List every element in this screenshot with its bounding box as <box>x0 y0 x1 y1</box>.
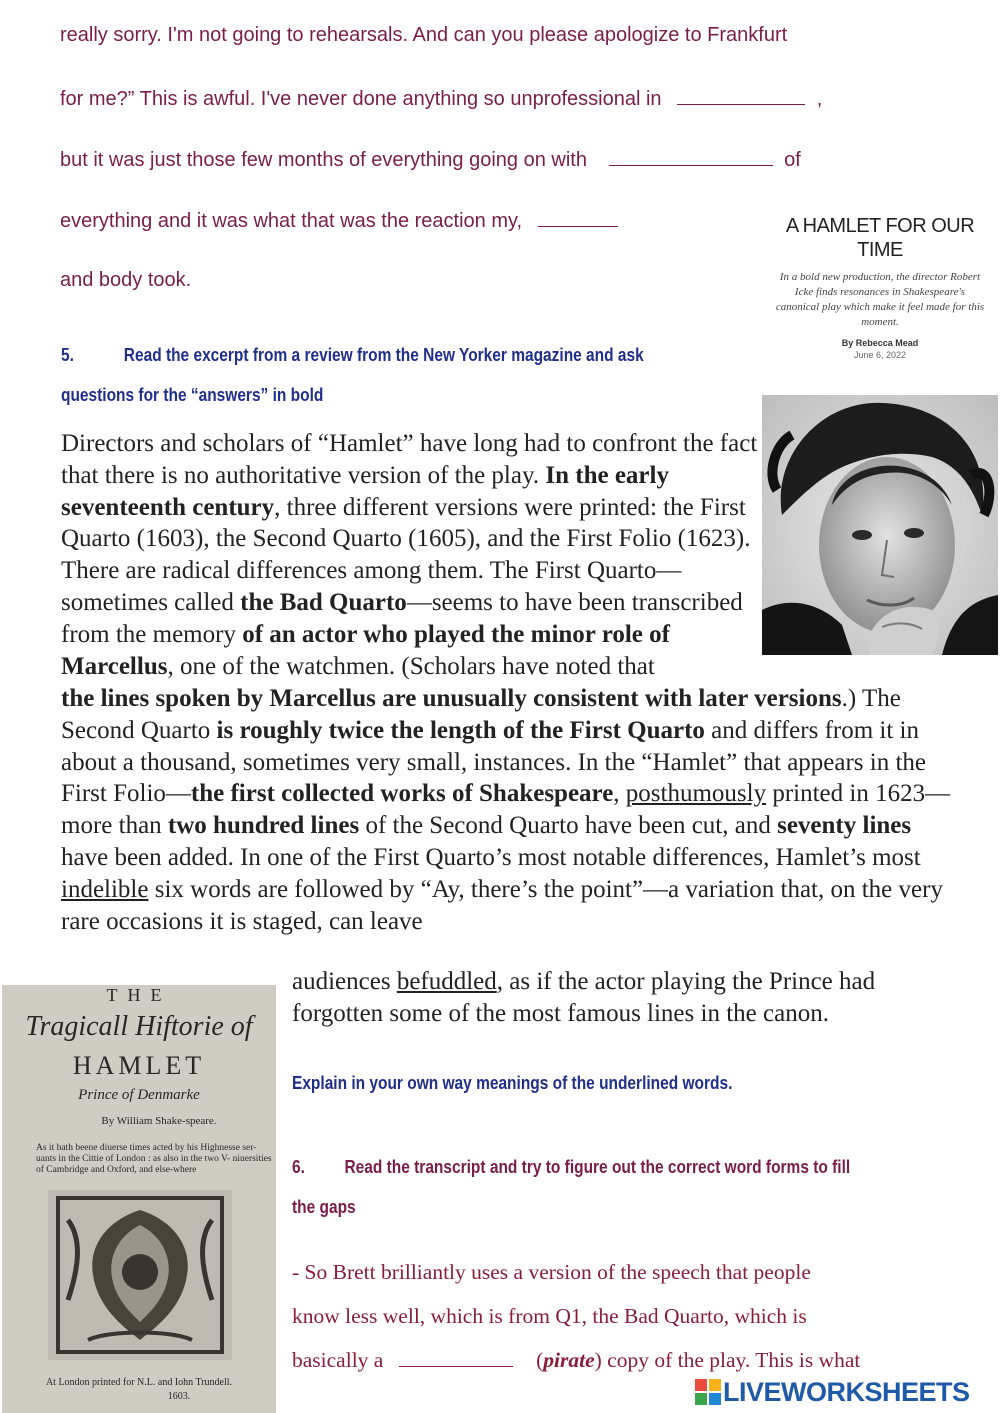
review-excerpt-cont: the lines spoken by Marcellus are unusually consistent with later versions.) The Second Quarto is roughly twice the length of the First Quarto and differs from it in about a thousand, sometimes very small, instances. In the “Hamlet” that appears in the First Folio—the first collected works of Shakespeare, posthumously printed in 1623—more than two hundred lines of the Second Quarto have been cut, and seventy lines have been added. In one of the First Quarto’s most notable differences, Hamlet’s most indelible six words are followed by “Ay, there’s the point”—a variation that, on the very rare occasions it is staged, can leave <box>61 685 951 935</box>
review-card <box>762 208 998 378</box>
transcript-line: basically a (pirate) copy of the play. This is what <box>292 1348 861 1372</box>
review-excerpt: Directors and scholars of “Hamlet” have long had to confront the fact that there is no authoritative version of the play. In the early seventeenth century, three different versions were printed: the First Quarto (1603), the Second Quarto (1605), and the First Folio (1623). There are radical differences among them. The First Quarto—sometimes called the Bad Quarto—seems to have been transcribed from the memory of an actor who played the minor role of Marcellus, one of the watchmen. (Scholars have noted that <box>61 430 758 680</box>
section-5-heading: 5. Read the excerpt from a review from the New Yorker magazine and ask <box>61 345 644 365</box>
printer-device-ornament <box>48 1190 232 1360</box>
underlined-word: befuddled <box>396 968 497 995</box>
transcript-line: but it was just those few months of everything going on with of <box>60 149 801 171</box>
section-6-heading: 6. Read the transcript and try to figure out the correct word forms to fill <box>292 1157 851 1177</box>
transcript-line: everything and it was what that was the reaction my, <box>60 208 618 233</box>
transcript-line: know less well, which is from Q1, the Bad Quarto, which is <box>292 1304 807 1328</box>
underlined-word: posthumously <box>625 780 767 808</box>
gap-blank[interactable] <box>609 147 773 166</box>
review-title: A HAMLET FOR OUR TIME <box>785 215 975 261</box>
review-date: June 6, 2022 <box>853 350 907 360</box>
section-6-heading-cont: the gaps <box>292 1197 356 1217</box>
review-excerpt-end: audiences befuddled, as if the actor playing the Prince had forgotten some of the most famous lines in the canon. <box>292 968 876 1027</box>
gap-blank[interactable] <box>399 1348 513 1367</box>
explain-instruction: Explain in your own way meanings of the underlined words. <box>292 1073 733 1093</box>
word-hint: pirate <box>543 1348 595 1372</box>
first-quarto-title-page-image: THE Tragicall Hiftorie of HAMLET Prince of Denmarke By William Shake-speare. As it hath beene diuerse times acted by his Highnesse ser- uants in the Cittie of London : as also in the two V- niuersities of Cambridge and Oxford, and else-where At London printed for N.L. and Iohn Trundell. 1603. <box>2 985 276 1413</box>
transcript-line: and body took. <box>60 269 192 291</box>
gap-blank[interactable] <box>677 86 805 105</box>
transcript-line: - So Brett brilliantly uses a version of the speech that people <box>292 1260 811 1284</box>
transcript-line: really sorry. I'm not going to rehearsals. And can you please apologize to Frankfurt <box>60 24 788 46</box>
review-byline: By Rebecca Mead <box>841 338 919 348</box>
section-5-heading-cont: questions for the “answers” in bold <box>61 385 324 405</box>
transcript-line: for me?” This is awful. I've never done anything so unprofessional in , <box>60 88 823 110</box>
liveworksheets-logo-text: LIVEWORKSHEETS <box>723 1376 970 1407</box>
gap-blank[interactable] <box>538 208 618 227</box>
underlined-word: indelible <box>61 875 149 903</box>
liveworksheets-logo <box>695 1375 970 1409</box>
bold-answer: the lines spoken by Marcellus are unusually consistent with later versions <box>61 685 842 712</box>
review-subtitle: In a bold new production, the director Robert Icke finds resonances in Shakespeare's canonical play which make it feel made for this moment. <box>775 271 985 328</box>
liveworksheets-logo-icon <box>695 1379 721 1405</box>
